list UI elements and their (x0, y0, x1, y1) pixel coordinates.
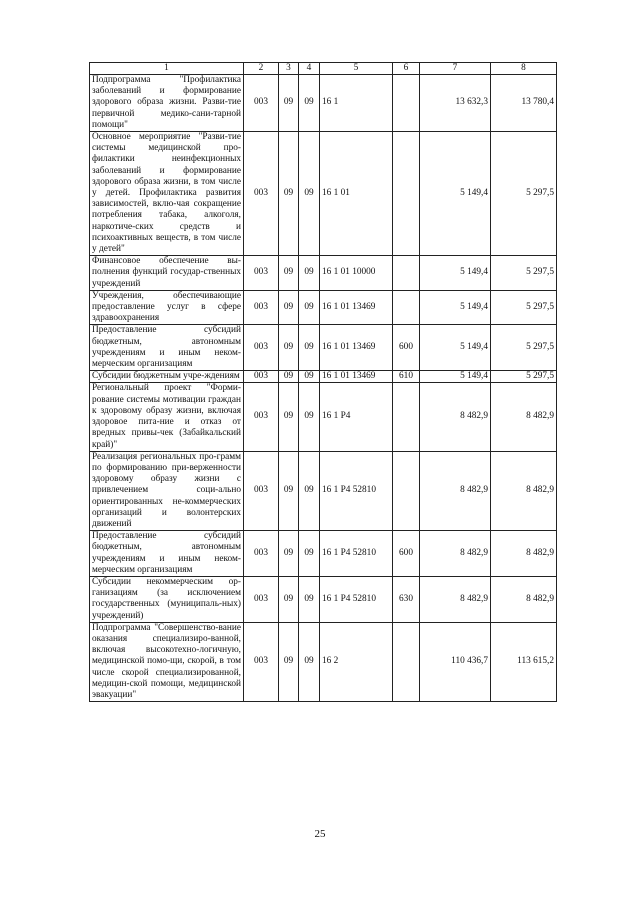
target-article-cell: 16 1 01 13469 (320, 325, 393, 371)
page-number: 25 (314, 828, 326, 840)
row-name-cell: Реализация региональных про-грамм по формированию при-верженности здоровому образу жизни с привлечением соци-ально ориентированных не-коммерческих организаций и волонтерских движений (90, 451, 244, 530)
row-name-cell: Предоставление субсидий бюджетным, автономным учреждениям и иным неком-мерческим организациям (90, 325, 244, 371)
subsection-cell: 09 (299, 75, 320, 132)
subsection-cell: 09 (299, 256, 320, 291)
ministry-code-cell: 003 (244, 383, 279, 451)
column-header: 2 (244, 63, 279, 75)
subsection-cell: 09 (299, 325, 320, 371)
amount-year1-cell: 8 482,9 (420, 531, 491, 577)
amount-year1-cell: 8 482,9 (420, 383, 491, 451)
subsection-cell: 09 (299, 531, 320, 577)
subsection-cell: 09 (299, 451, 320, 530)
section-cell: 09 (279, 622, 299, 701)
ministry-code-cell: 003 (244, 371, 279, 383)
row-name-cell: Региональный проект "Форми-рование системы мотивации граждан к здоровому образу жизни, включая здоровое пита-ние и отказ от вредных привы-чек (Забайкальский край)" (90, 383, 244, 451)
column-header: 4 (299, 63, 320, 75)
section-cell: 09 (279, 451, 299, 530)
section-cell: 09 (279, 576, 299, 622)
expense-type-cell: 600 (393, 531, 420, 577)
expense-type-cell (393, 75, 420, 132)
section-cell: 09 (279, 371, 299, 383)
table-row (90, 256, 557, 291)
amount-year1-cell: 8 482,9 (420, 576, 491, 622)
target-article-cell: 16 1 P4 52810 (320, 531, 393, 577)
target-article-cell: 16 1 01 10000 (320, 256, 393, 291)
amount-year2-cell: 8 482,9 (491, 383, 557, 451)
target-article-cell: 16 1 01 13469 (320, 371, 393, 383)
ministry-code-cell: 003 (244, 256, 279, 291)
subsection-cell: 09 (299, 132, 320, 256)
ministry-code-cell: 003 (244, 531, 279, 577)
expense-type-cell (393, 256, 420, 291)
ministry-code-cell: 003 (244, 622, 279, 701)
row-name-cell: Учреждения, обеспечивающие предоставление услуг в сфере здравоохранения (90, 290, 244, 325)
table-row (90, 531, 557, 577)
table-row (90, 451, 557, 530)
budget-table (89, 62, 557, 702)
amount-year1-cell: 110 436,7 (420, 622, 491, 701)
target-article-cell: 16 1 (320, 75, 393, 132)
section-cell: 09 (279, 531, 299, 577)
row-name-cell: Основное мероприятие "Разви-тие системы медицинской про-филактики неинфекционных заболеваний и формирование здорового образа жизни, в том числе у детей. Профилактика развития зависимостей, вклю-чая сокращение потребления табака, алкоголя, наркотиче-ских средств и психоактивных веществ, в том числе у детей" (90, 132, 244, 256)
table-row (90, 132, 557, 256)
expense-type-cell: 600 (393, 325, 420, 371)
amount-year1-cell: 5 149,4 (420, 256, 491, 291)
amount-year1-cell: 13 632,3 (420, 75, 491, 132)
amount-year1-cell: 5 149,4 (420, 132, 491, 256)
expense-type-cell: 610 (393, 371, 420, 383)
section-cell: 09 (279, 132, 299, 256)
section-cell: 09 (279, 383, 299, 451)
section-cell: 09 (279, 256, 299, 291)
table-row (90, 75, 557, 132)
table-row (90, 371, 557, 383)
amount-year2-cell: 8 482,9 (491, 451, 557, 530)
subsection-cell: 09 (299, 371, 320, 383)
subsection-cell: 09 (299, 576, 320, 622)
expense-type-cell (393, 290, 420, 325)
amount-year1-cell: 8 482,9 (420, 451, 491, 530)
row-name-cell: Подпрограмма "Совершенство-вание оказания специализиро-ванной, включая высокотехно-логичную, медицинской помо-щи, скорой, в том числе скорой специализированной, медицин-ской помощи, медицинской эвакуации" (90, 622, 244, 701)
section-cell: 09 (279, 290, 299, 325)
column-header: 8 (491, 63, 557, 75)
table-header-row (90, 63, 557, 75)
row-name-cell: Предоставление субсидий бюджетным, автономным учреждениям и иным неком-мерческим организациям (90, 531, 244, 577)
target-article-cell: 16 2 (320, 622, 393, 701)
amount-year2-cell: 8 482,9 (491, 576, 557, 622)
ministry-code-cell: 003 (244, 75, 279, 132)
column-header: 7 (420, 63, 491, 75)
section-cell: 09 (279, 75, 299, 132)
row-name-cell: Субсидии некоммерческим ор-ганизациям (за исключением государственных (муниципаль-ных) учреждений) (90, 576, 244, 622)
column-header: 6 (393, 63, 420, 75)
table-row (90, 622, 557, 701)
amount-year1-cell: 5 149,4 (420, 371, 491, 383)
amount-year2-cell: 5 297,5 (491, 256, 557, 291)
expense-type-cell (393, 132, 420, 256)
table-row (90, 576, 557, 622)
target-article-cell: 16 1 01 (320, 132, 393, 256)
subsection-cell: 09 (299, 290, 320, 325)
amount-year2-cell: 113 615,2 (491, 622, 557, 701)
row-name-cell: Подпрограмма "Профилактика заболеваний и формирование здорового образа жизни. Разви-тие первичной медико-сани-тарной помощи" (90, 75, 244, 132)
subsection-cell: 09 (299, 383, 320, 451)
section-cell: 09 (279, 325, 299, 371)
subsection-cell: 09 (299, 622, 320, 701)
amount-year2-cell: 5 297,5 (491, 371, 557, 383)
column-header: 3 (279, 63, 299, 75)
target-article-cell: 16 1 P4 52810 (320, 576, 393, 622)
target-article-cell: 16 1 P4 (320, 383, 393, 451)
table-row (90, 290, 557, 325)
expense-type-cell (393, 622, 420, 701)
table-row (90, 383, 557, 451)
amount-year2-cell: 5 297,5 (491, 325, 557, 371)
table-row (90, 325, 557, 371)
row-name-cell: Субсидии бюджетным учре-ждениям (90, 371, 244, 383)
ministry-code-cell: 003 (244, 576, 279, 622)
ministry-code-cell: 003 (244, 290, 279, 325)
target-article-cell: 16 1 P4 52810 (320, 451, 393, 530)
column-header: 5 (320, 63, 393, 75)
amount-year2-cell: 5 297,5 (491, 290, 557, 325)
row-name-cell: Финансовое обеспечение вы-полнения функций государ-ственных учреждений (90, 256, 244, 291)
column-header: 1 (90, 63, 244, 75)
ministry-code-cell: 003 (244, 132, 279, 256)
expense-type-cell: 630 (393, 576, 420, 622)
expense-type-cell (393, 451, 420, 530)
target-article-cell: 16 1 01 13469 (320, 290, 393, 325)
amount-year1-cell: 5 149,4 (420, 290, 491, 325)
ministry-code-cell: 003 (244, 325, 279, 371)
amount-year2-cell: 13 780,4 (491, 75, 557, 132)
amount-year1-cell: 5 149,4 (420, 325, 491, 371)
amount-year2-cell: 5 297,5 (491, 132, 557, 256)
amount-year2-cell: 8 482,9 (491, 531, 557, 577)
ministry-code-cell: 003 (244, 451, 279, 530)
expense-type-cell (393, 383, 420, 451)
